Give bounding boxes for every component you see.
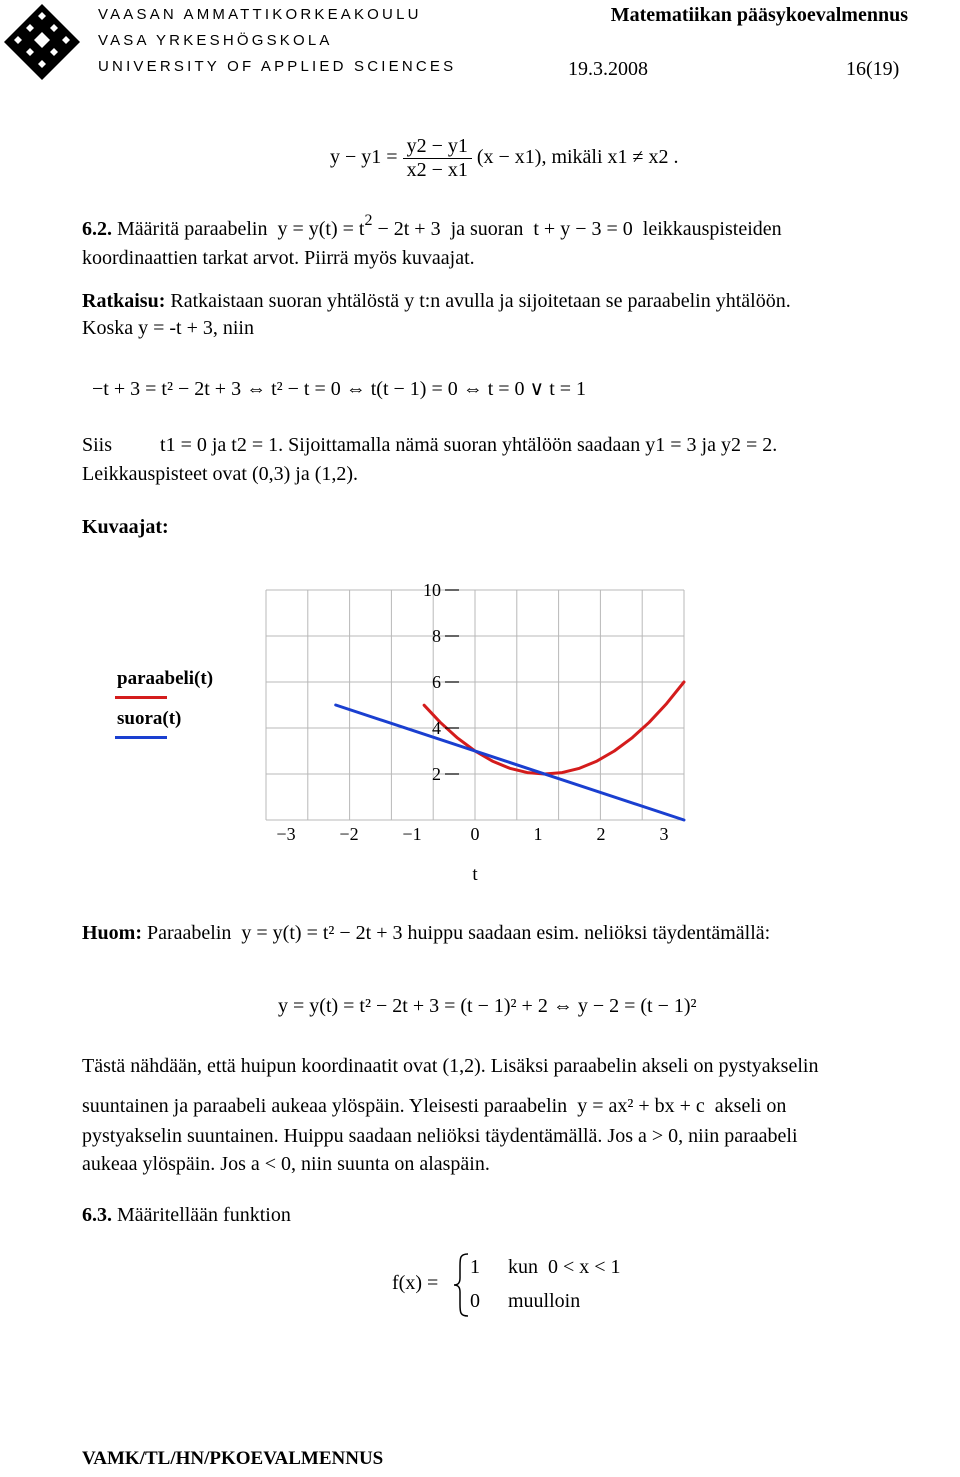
x-tick-label: 3 — [659, 824, 669, 844]
task-6-2-line-2: koordinaattien tarkat arvot. Piirrä myös kuvaajat. — [82, 247, 475, 269]
task-number: 6.2. — [82, 218, 112, 240]
y-tick-label: 8 — [432, 626, 441, 646]
logo-text-3: UNIVERSITY OF APPLIED SCIENCES — [98, 58, 457, 75]
formula-fraction — [403, 135, 472, 182]
legend-line-line — [115, 736, 167, 739]
siis-equation: t1 = 0 ja t2 = 1 — [160, 434, 279, 456]
formula-rhs: (x − x1), mikäli x1 ≠ x2 . — [476, 146, 679, 169]
footer-text: VAMK/TL/HN/PKOEVALMENNUS — [82, 1448, 384, 1469]
paragraph-line-1: Tästä nähdään, että huipun koordinaatit ovat (1,2). Lisäksi paraabelin akseli on pystyakselin — [82, 1055, 819, 1077]
paragraph-line-3: pystyakselin suuntainen. Huippu saadaan neliöksi täydentämällä. Jos a > 0, niin paraabeli — [82, 1125, 798, 1147]
paragraph-line-4: aukeaa ylöspäin. Jos a < 0, niin suunta on alaspäin. — [82, 1153, 490, 1175]
solution-line-2: Koska y = -t + 3, niin — [82, 317, 254, 339]
x-tick-label: 1 — [533, 824, 543, 844]
huom-label: Huom: — [82, 922, 142, 944]
two-point-formula — [330, 135, 679, 182]
solution-line-1 — [82, 290, 791, 313]
task-6-3-text: Määritellään funktion — [117, 1204, 291, 1226]
legend-line-parabola — [115, 696, 167, 699]
huom-text: Paraabelin — [147, 922, 232, 944]
paragraph-line-2: suuntainen ja paraabeli aukeaa ylöspäin. Yleisesti paraabelin y = ax² + bx + c akseli on — [82, 1095, 787, 1117]
vamk-logo-icon — [2, 2, 82, 82]
task-6-3-number: 6.3. — [82, 1204, 112, 1226]
logo-text-1: VAASAN AMMATTIKORKEAKOULU — [98, 6, 422, 23]
y-tick-label: 4 — [432, 718, 441, 738]
task-6-2-line-1 — [82, 212, 782, 241]
x-tick-label: 0 — [470, 824, 480, 844]
y-tick-label: 10 — [423, 580, 441, 600]
piecewise-function-lhs: f(x) = — [392, 1272, 439, 1294]
document-title: Matematiikan pääsykoevalmennus — [610, 4, 908, 26]
siis-text: . Sijoittamalla nämä suoran yhtälöön saadaan y1 = 3 ja y2 = 2. — [278, 434, 778, 456]
siis-label: Siis — [82, 434, 113, 456]
solution-equation: −t + 3 = t² − 2t + 3 ⇔ t² − t = 0 ⇔ t(t − 1) = 0 ⇔ t = 0 ∨ t = 1 — [92, 378, 587, 400]
x-axis-label: t — [472, 864, 478, 885]
solution-label: Ratkaisu: — [82, 290, 166, 312]
fraction-denominator: x2 − x1 — [406, 159, 468, 181]
piecewise-case-2-condition: muulloin — [508, 1290, 581, 1312]
task-6-3-line — [82, 1204, 291, 1227]
function-graph — [250, 570, 720, 900]
document-date: 19.3.2008 — [568, 58, 648, 80]
solution-text: Ratkaistaan suoran yhtälöstä y t:n avulla ja sijoitetaan se paraabelin yhtälöön. — [170, 290, 791, 312]
y-tick-label: 6 — [432, 672, 441, 692]
huom-equation: y = y(t) = t² − 2t + 3 — [241, 922, 403, 944]
line-equation: t + y − 3 = 0 — [533, 218, 633, 240]
general-parabola-equation: y = ax² + bx + c — [577, 1095, 705, 1117]
task-text-3: leikkauspisteiden — [642, 218, 782, 240]
parabola-equation: $y = y(t) = t^2 - 2t + 3$ — [277, 212, 441, 240]
huom-text-2: huippu saadaan esim. neliöksi täydentämällä: — [407, 922, 771, 944]
intersection-points-text: Leikkauspisteet ovat (0,3) ja (1,2). — [82, 463, 359, 485]
logo-text-2: VASA YRKESHÖGSKOLA — [98, 32, 333, 49]
huom-line — [82, 922, 770, 945]
piecewise-case-2-value: 0 — [470, 1290, 480, 1312]
y-tick-label: 2 — [432, 764, 441, 784]
graphs-label: Kuvaajat: — [82, 516, 169, 538]
x-tick-label: 2 — [596, 824, 606, 844]
piecewise-case-1-condition: kun 0 < x < 1 — [508, 1256, 621, 1278]
fraction-numerator: y2 − y1 — [403, 135, 472, 159]
completed-square-equation: y = y(t) = t² − 2t + 3 = (t − 1)² + 2 ⇔ y − 2 = (t − 1)² — [278, 995, 697, 1017]
page-number: 16(19) — [846, 58, 900, 80]
series-line-line — [336, 705, 684, 820]
siis-line — [82, 434, 777, 457]
x-tick-label: −2 — [339, 824, 359, 844]
formula-lhs: y − y1 = — [330, 146, 398, 169]
x-tick-label: −1 — [402, 824, 422, 844]
task-text: Määritä paraabelin — [117, 218, 268, 240]
legend-label-parabola: paraabeli(t) — [117, 668, 214, 689]
piecewise-case-1-value: 1 — [470, 1256, 480, 1278]
left-brace-icon — [452, 1252, 470, 1318]
legend-label-line: suora(t) — [117, 708, 182, 729]
task-text-2: ja suoran — [450, 218, 524, 240]
x-tick-label: −3 — [276, 824, 296, 844]
